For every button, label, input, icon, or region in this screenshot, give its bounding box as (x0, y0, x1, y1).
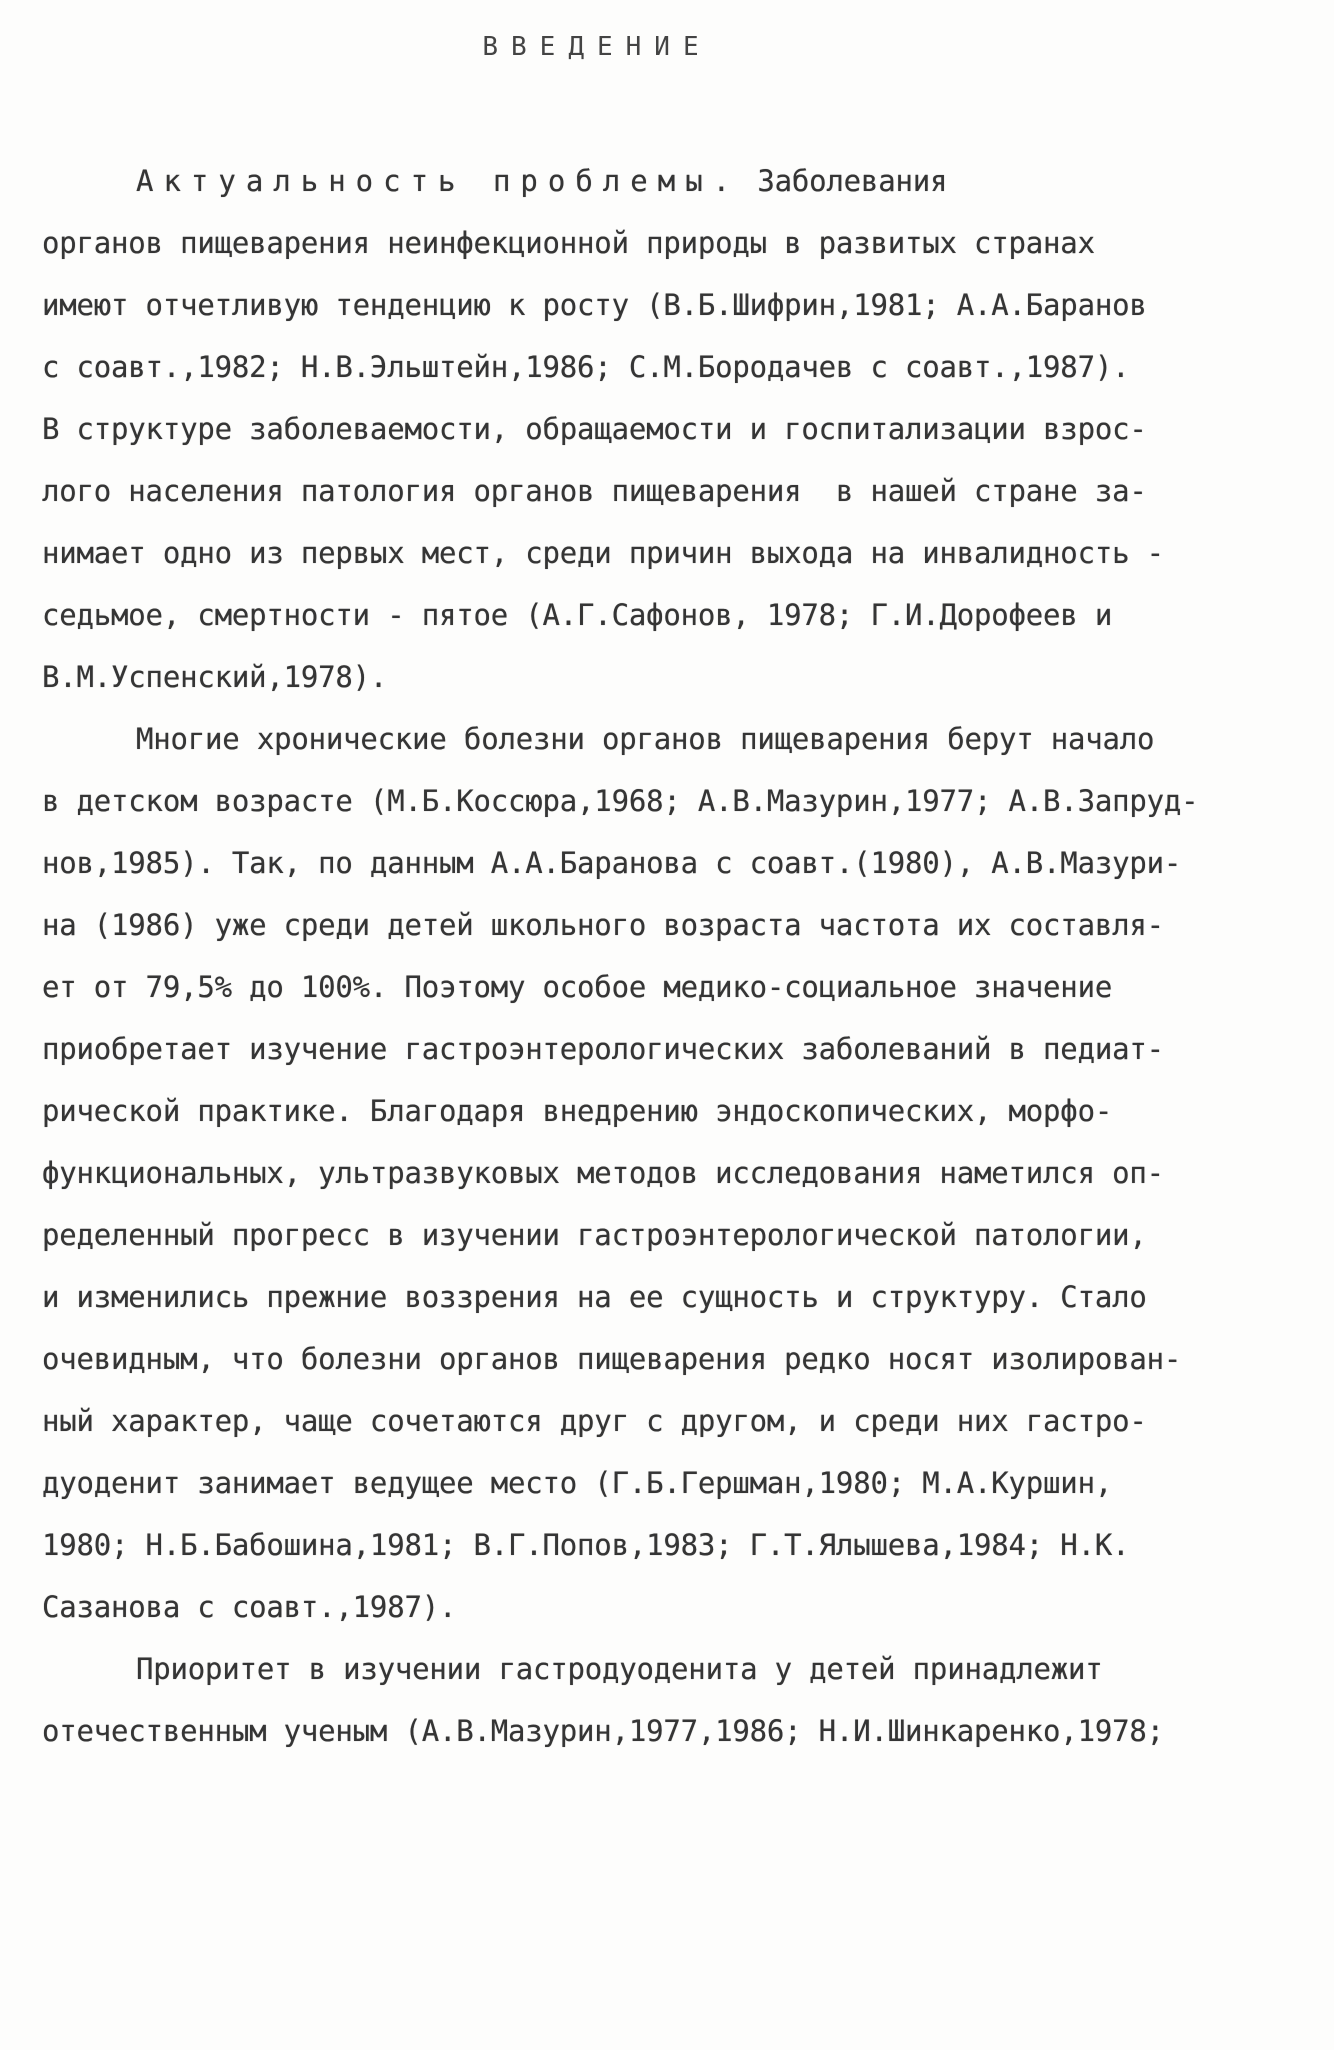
paragraph-line: 1980; Н.Б.Бабошина,1981; В.Г.Попов,1983; Г.Т.Ялышева,1984; Н.К. (42, 1528, 1130, 1562)
paragraph-line: отечественным ученым (А.В.Мазурин,1977,1986; Н.И.Шинкаренко,1978; (42, 1714, 1164, 1748)
paragraph-line: очевидным, что болезни органов пищеварения редко носят изолирован- (42, 1342, 1182, 1376)
paragraph-line: Приоритет в изучении гастродуоденита у детей принадлежит (136, 1652, 1103, 1686)
paragraph-line: имеют отчетливую тенденцию к росту (В.Б.Шифрин,1981; А.А.Баранов (42, 288, 1147, 322)
paragraph-line: и изменились прежние воззрения на ее сущность и структуру. Стало (42, 1280, 1147, 1314)
paragraph-line: дуоденит занимает ведущее место (Г.Б.Гершман,1980; М.А.Куршин, (42, 1466, 1113, 1500)
paragraph-line: функциональных, ультразвуковых методов исследования наметился оп- (42, 1156, 1164, 1190)
paragraph-line: В.М.Успенский,1978). (42, 660, 388, 694)
paragraph-line (42, 150, 1292, 212)
paragraph-line: седьмое, смертности - пятое (А.Г.Сафонов, 1978; Г.И.Дорофеев и (42, 598, 1113, 632)
paragraph-line: в детском возрасте (М.Б.Коссюра,1968; А.В.Мазурин,1977; А.В.Запруд- (42, 784, 1199, 818)
paragraph-line: лого населения патология органов пищеварения в нашей стране за- (42, 474, 1147, 508)
page-title: ВВЕДЕНИЕ (482, 32, 712, 62)
paragraph-line: Многие хронические болезни органов пищеварения берут начало (136, 722, 1155, 756)
paragraph-line: нов,1985). Так, по данным А.А.Баранова с соавт.(1980), А.В.Мазури- (42, 846, 1182, 880)
paragraph-line: В структуре заболеваемости, обращаемости и госпитализации взрос- (42, 412, 1147, 446)
paragraph-line: ет от 79,5% до 100%. Поэтому особое медико-социальное значение (42, 970, 1113, 1004)
paragraph-line: Сазанова с соавт.,1987). (42, 1590, 457, 1624)
paragraph-text: Заболевания (757, 164, 948, 198)
paragraph-line: с соавт.,1982; Н.В.Эльштейн,1986; С.М.Бородачев с соавт.,1987). (42, 350, 1130, 384)
body-text (42, 150, 1292, 1762)
paragraph-line: рической практике. Благодаря внедрению эндоскопических, морфо- (42, 1094, 1113, 1128)
section-heading: Актуальность проблемы. (136, 164, 741, 198)
paragraph-line: ределенный прогресс в изучении гастроэнтерологической патологии, (42, 1218, 1147, 1252)
paragraph-line: органов пищеварения неинфекционной природы в развитых странах (42, 226, 1095, 260)
paragraph-line: ный характер, чаще сочетаются друг с другом, и среди них гастро- (42, 1404, 1147, 1438)
paragraph-line: приобретает изучение гастроэнтерологических заболеваний в педиат- (42, 1032, 1164, 1066)
paragraph-line: нимает одно из первых мест, среди причин выхода на инвалидность - (42, 536, 1164, 570)
paragraph-line: на (1986) уже среди детей школьного возраста частота их составля- (42, 908, 1164, 942)
